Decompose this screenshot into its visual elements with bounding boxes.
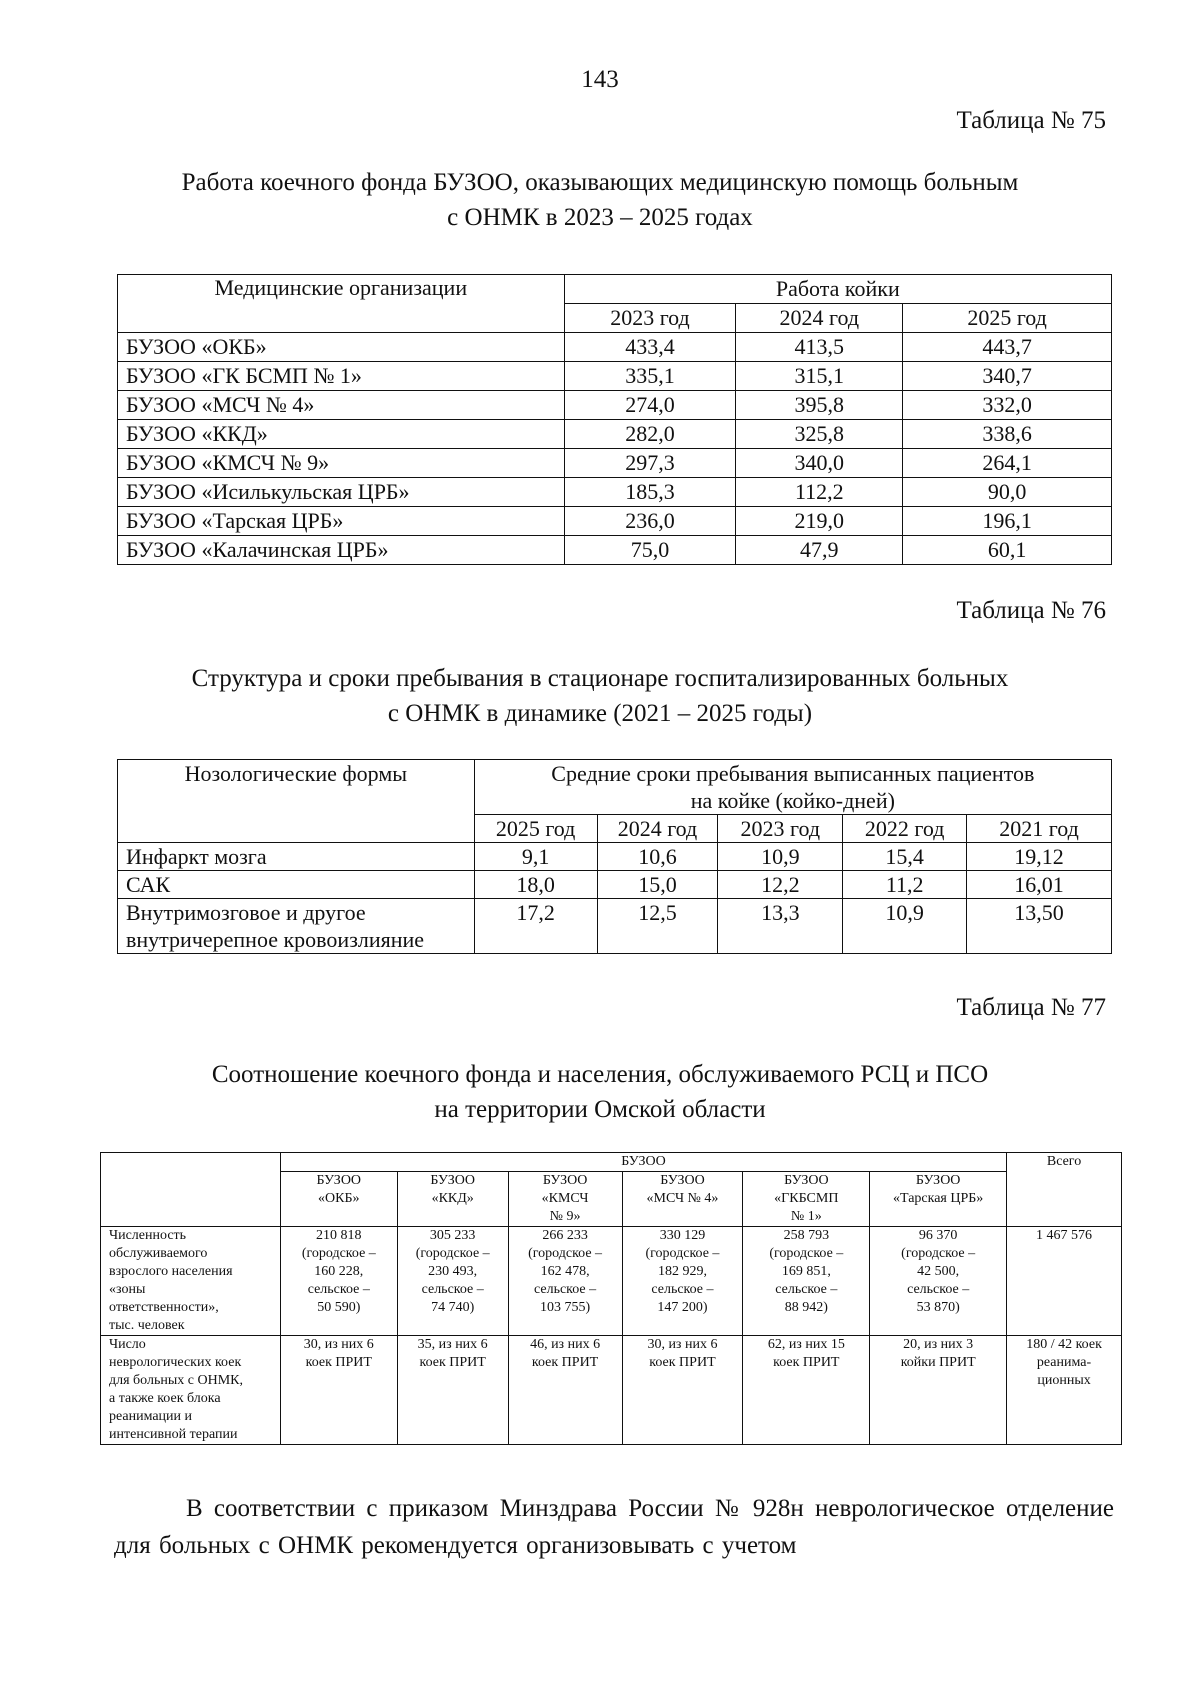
cell-value: 282,0 [564,420,736,449]
table-row [118,362,1112,391]
table-76-label: Таблица № 76 [956,597,1106,624]
table-row [101,1227,1122,1336]
table-76-title-line2: с ОНМК в динамике (2021 – 2025 годы) [387,700,813,727]
cell-line: сельское – [533,1282,597,1297]
beds-cell [397,1336,508,1445]
table-75-title-line2: с ОНМК в 2023 – 2025 годах [447,204,753,231]
cell-line: коек ПРИТ [305,1355,372,1370]
org-line: БУЗОО [430,1173,475,1188]
label-line: ответственности», [109,1300,219,1315]
label-line: для больных с ОНМК, [109,1373,243,1388]
cell-line: (городское – [901,1246,976,1261]
nosological-form: САК [118,871,475,899]
cell-line: 169 851, [781,1264,831,1279]
cell-value: 340,0 [736,449,903,478]
header-total: Всего [1007,1153,1122,1227]
label-line: реанимации и [109,1409,193,1424]
org-name: БУЗОО «Исилькульская ЦРБ» [118,478,565,507]
header-avg-stay-line2: на койке (койко-дней) [690,788,895,813]
cell-value: 297,3 [564,449,736,478]
org-line: «ОКБ» [318,1191,360,1206]
beds-cell [280,1336,397,1445]
header-org [870,1172,1007,1227]
cell-line: сельское – [651,1282,714,1297]
cell-value: 443,7 [903,333,1112,362]
cell-line: 330 129 [659,1228,706,1243]
header-bed-work: Работа койки [564,275,1111,304]
cell-line: 88 942) [784,1300,828,1315]
org-line: БУЗОО [784,1173,829,1188]
table-75-label: Таблица № 75 [956,107,1106,134]
org-name: БУЗОО «МСЧ № 4» [118,391,565,420]
cell-value: 9,1 [474,843,597,871]
table-row [118,391,1112,420]
table-76-title [100,661,1100,731]
cell-line: 53 870) [916,1300,960,1315]
org-name: БУЗОО «Калачинская ЦРБ» [118,536,565,565]
beds-cell [508,1336,622,1445]
cell-value: 13,50 [967,899,1112,954]
cell-line: (городское – [769,1246,844,1261]
cell-value: 18,0 [474,871,597,899]
cell-value: 264,1 [903,449,1112,478]
population-cell [743,1227,870,1336]
org-line: «ГКБСМП [774,1191,839,1206]
cell-line: 35, из них 6 [417,1337,488,1352]
form-line1: Внутримозговое и другое [126,900,366,925]
cell-value: 47,9 [736,536,903,565]
cell-line: (городское – [415,1246,490,1261]
header-year: 2022 год [843,815,967,843]
cell-value: 15,0 [597,871,718,899]
header-year: 2024 год [597,815,718,843]
cell-value: 12,2 [718,871,843,899]
table-75 [117,274,1112,565]
cell-value: 315,1 [736,362,903,391]
label-line: взрослого населения [109,1264,233,1279]
header-empty [101,1153,281,1227]
cell-line: 160 228, [314,1264,364,1279]
org-line: № 1» [790,1209,822,1224]
cell-value: 15,4 [843,843,967,871]
org-name: БУЗОО «ККД» [118,420,565,449]
org-line: «Тарская ЦРБ» [893,1191,984,1206]
cell-line: 305 233 [429,1228,476,1243]
header-year: 2025 год [903,304,1112,333]
cell-line: 62, из них 15 [767,1337,845,1352]
cell-line: реанима- [1036,1355,1092,1370]
cell-line: 46, из них 6 [530,1337,601,1352]
table-row [118,507,1112,536]
cell-value: 19,12 [967,843,1112,871]
cell-value: 11,2 [843,871,967,899]
header-nosological-forms: Нозологические формы [118,760,475,843]
cell-line: 230 493, [428,1264,478,1279]
org-line: «МСЧ № 4» [646,1191,719,1206]
org-line: «ККД» [431,1191,474,1206]
org-line: БУЗОО [660,1173,705,1188]
header-buzoo: БУЗОО [280,1153,1006,1172]
cell-value: 16,01 [967,871,1112,899]
org-name: БУЗОО «ОКБ» [118,333,565,362]
cell-value: 236,0 [564,507,736,536]
cell-line: (городское – [528,1246,603,1261]
table-row [118,843,1112,871]
cell-line: 210 818 [316,1228,362,1243]
table-75-title [100,165,1100,235]
cell-line: 42 500, [917,1264,960,1279]
header-org [622,1172,743,1227]
cell-line: 30, из них 6 [647,1337,718,1352]
label-line: а также коек блока [109,1391,221,1406]
table-row [118,536,1112,565]
table-row [101,1336,1122,1445]
population-total: 1 467 576 [1007,1227,1122,1336]
row-label-population [101,1227,281,1336]
beds-cell [622,1336,743,1445]
org-line: БУЗОО [542,1173,588,1188]
header-year: 2021 год [967,815,1112,843]
table-77-title-line1: Соотношение коечного фонда и населения, обслуживаемого РСЦ и ПСО [211,1061,989,1088]
cell-value: 90,0 [903,478,1112,507]
cell-line: сельское – [307,1282,370,1297]
cell-value: 219,0 [736,507,903,536]
cell-line: 74 740) [431,1300,475,1315]
row-label-beds [101,1336,281,1445]
nosological-form: Инфаркт мозга [118,843,475,871]
cell-value: 17,2 [474,899,597,954]
table-row [118,871,1112,899]
cell-value: 10,9 [843,899,967,954]
table-77-title-line2: на территории Омской области [434,1096,766,1123]
org-name: БУЗОО «КМСЧ № 9» [118,449,565,478]
label-line: «зоны [109,1282,146,1297]
population-cell [870,1227,1007,1336]
header-org: Медицинские организации [118,275,565,333]
form-line2: внутричерепное кровоизлияние [126,927,425,952]
label-line: тыс. человек [109,1318,185,1333]
cell-line: 182 929, [657,1264,707,1279]
header-year: 2025 год [474,815,597,843]
cell-line: коек ПРИТ [531,1355,599,1370]
cell-value: 395,8 [736,391,903,420]
cell-line: коек ПРИТ [773,1355,840,1370]
cell-value: 335,1 [564,362,736,391]
header-avg-stay [474,760,1111,815]
cell-line: 258 793 [783,1228,830,1243]
cell-line: 180 / 42 коек [1026,1337,1102,1352]
header-org [508,1172,622,1227]
table-row [118,420,1112,449]
label-line: интенсивной терапии [109,1427,238,1442]
cell-value: 112,2 [736,478,903,507]
cell-value: 340,7 [903,362,1112,391]
cell-value: 338,6 [903,420,1112,449]
header-year: 2023 год [564,304,736,333]
cell-value: 13,3 [718,899,843,954]
cell-value: 60,1 [903,536,1112,565]
cell-line: (городское – [301,1246,376,1261]
table-77-label: Таблица № 77 [956,994,1106,1021]
org-line: БУЗОО [915,1173,961,1188]
cell-value: 10,6 [597,843,718,871]
population-cell [280,1227,397,1336]
label-line: Численность [109,1228,187,1243]
population-cell [622,1227,743,1336]
cell-value: 325,8 [736,420,903,449]
header-avg-stay-line1: Средние сроки пребывания выписанных пациентов [551,761,1035,786]
cell-line: 30, из них 6 [303,1337,374,1352]
org-line: № 9» [549,1209,581,1224]
body-paragraph: В соответствии с приказом Минздрава России № 928н неврологическое отделение для больных с ОНМК рекомендуется организовывать с учетом [114,1495,1114,1559]
header-year: 2023 год [718,815,843,843]
table-76-title-line1: Структура и сроки пребывания в стационаре госпитализированных больных [191,665,1009,692]
table-row [118,478,1112,507]
cell-line: 50 590) [317,1300,361,1315]
table-row [118,449,1112,478]
header-org [397,1172,508,1227]
cell-value: 196,1 [903,507,1112,536]
cell-value: 332,0 [903,391,1112,420]
org-name: БУЗОО «Тарская ЦРБ» [118,507,565,536]
cell-value: 12,5 [597,899,718,954]
table-76 [117,759,1112,954]
table-row [118,333,1112,362]
org-line: «КМСЧ [541,1191,589,1206]
cell-line: сельское – [775,1282,838,1297]
cell-line: 20, из них 3 [903,1337,974,1352]
population-cell [508,1227,622,1336]
label-line: Число [109,1337,146,1352]
header-org [743,1172,870,1227]
cell-value: 75,0 [564,536,736,565]
org-name: БУЗОО «ГК БСМП № 1» [118,362,565,391]
beds-cell [870,1336,1007,1445]
beds-cell [743,1336,870,1445]
header-org [280,1172,397,1227]
cell-value: 433,4 [564,333,736,362]
cell-value: 185,3 [564,478,736,507]
cell-line: сельское – [421,1282,484,1297]
nosological-form [118,899,475,954]
page-number: 143 [581,66,619,93]
label-line: обслуживаемого [109,1246,208,1261]
cell-value: 274,0 [564,391,736,420]
table-75-title-line1: Работа коечного фонда БУЗОО, оказывающих медицинскую помощь больным [181,169,1019,196]
cell-line: коек ПРИТ [649,1355,716,1370]
population-cell [397,1227,508,1336]
cell-line: 266 233 [542,1228,588,1243]
table-77 [100,1152,1122,1445]
cell-line: 162 478, [540,1264,590,1279]
beds-total [1007,1336,1122,1445]
table-row [118,899,1112,954]
org-line: БУЗОО [316,1173,362,1188]
cell-line: 103 755) [539,1300,591,1315]
table-77-title [100,1057,1100,1127]
cell-line: коек ПРИТ [419,1355,486,1370]
cell-line: ционных [1037,1373,1091,1388]
cell-value: 413,5 [736,333,903,362]
cell-value: 10,9 [718,843,843,871]
cell-line: сельское – [907,1282,970,1297]
cell-line: койки ПРИТ [900,1355,976,1370]
header-year: 2024 год [736,304,903,333]
label-line: неврологических коек [109,1355,242,1370]
cell-line: 96 370 [918,1228,958,1243]
cell-line: 147 200) [657,1300,708,1315]
cell-line: (городское – [645,1246,720,1261]
